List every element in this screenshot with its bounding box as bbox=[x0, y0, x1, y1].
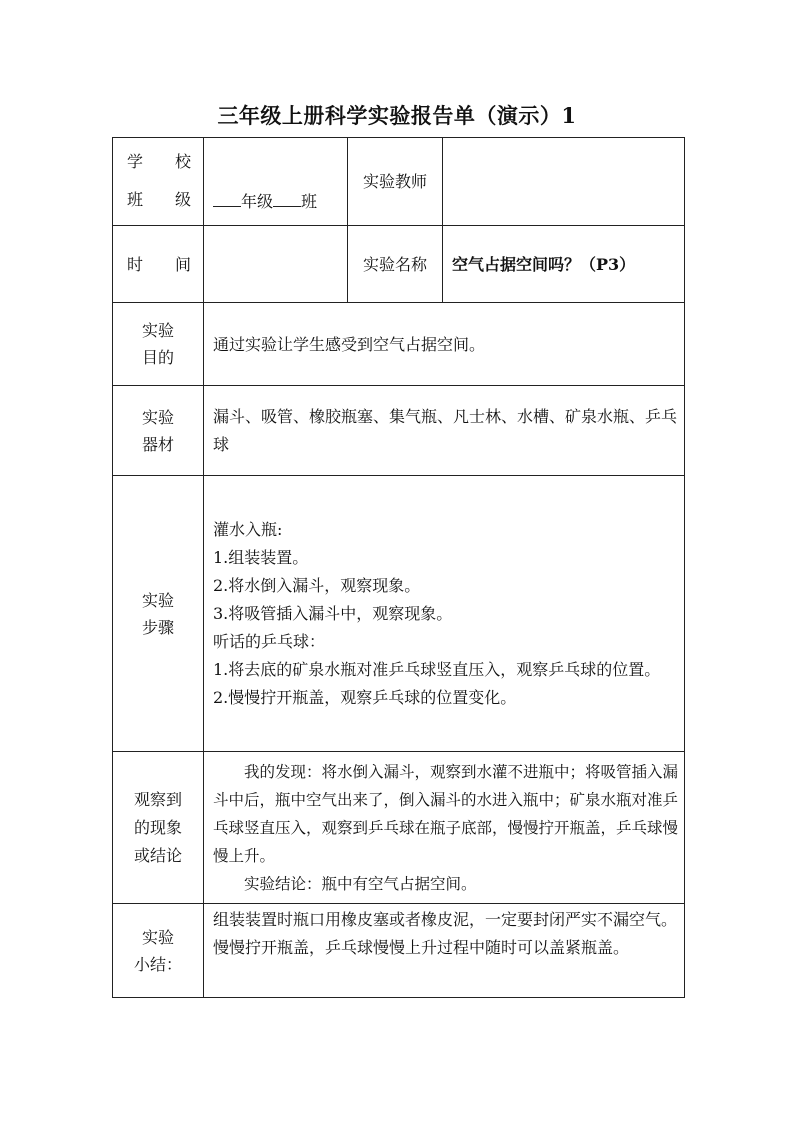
step-line: 灌水入瓶: bbox=[213, 519, 283, 539]
observe-finding: 我的发现：将水倒入漏斗，观察到水灌不进瓶中；将吸管插入漏斗中后，瓶中空气出来了，倒入漏斗的水进入瓶中；矿泉水瓶对准乒乓球竖直压入，观察到乒乓球在瓶子底部，慢慢拧开瓶盖，乒乓球慢慢上升。 bbox=[213, 762, 679, 865]
steps-label-line2: 步骤 bbox=[141, 617, 174, 637]
materials-label-line2: 器材 bbox=[141, 434, 174, 454]
steps-row bbox=[113, 476, 685, 752]
teacher-value[interactable] bbox=[443, 138, 685, 226]
grade-blank[interactable] bbox=[213, 190, 241, 207]
materials-label-cell bbox=[113, 386, 204, 476]
step-line: 听话的乒乓球： bbox=[213, 631, 326, 651]
time-row bbox=[113, 226, 685, 303]
step-line: 3.将吸管插入漏斗中，观察现象。 bbox=[213, 603, 453, 623]
school-class-label-cell bbox=[113, 138, 204, 226]
class-text: 班 bbox=[301, 192, 318, 211]
summary-label-line2: 小结： bbox=[133, 954, 182, 974]
purpose-row bbox=[113, 303, 685, 386]
step-line: 2.将水倒入漏斗，观察现象。 bbox=[213, 575, 421, 595]
summary-value: 组装装置时瓶口用橡皮塞或者橡皮泥，一定要封闭严实不漏空气。慢慢拧开瓶盖，乒乓球慢慢上升过程中随时可以盖紧瓶盖。 bbox=[204, 904, 685, 998]
observe-label-line3: 或结论 bbox=[133, 845, 182, 865]
observe-conclusion: 实验结论：瓶中有空气占据空间。 bbox=[244, 874, 477, 893]
summary-row bbox=[113, 904, 685, 998]
purpose-value: 通过实验让学生感受到空气占据空间。 bbox=[204, 303, 685, 386]
experiment-name-label: 实验名称 bbox=[348, 226, 443, 303]
observe-label-cell bbox=[113, 752, 204, 904]
steps-cell bbox=[204, 476, 685, 752]
report-table bbox=[112, 137, 685, 998]
summary-label-line1: 实验 bbox=[141, 927, 174, 947]
step-line: 1.组装装置。 bbox=[213, 547, 309, 567]
step-line: 2.慢慢拧开瓶盖，观察乒乓球的位置变化。 bbox=[213, 687, 517, 707]
observe-label-line2: 的现象 bbox=[133, 817, 182, 837]
step-line: 1.将去底的矿泉水瓶对准乒乓球竖直压入，观察乒乓球的位置。 bbox=[213, 659, 661, 679]
observe-label-line1: 观察到 bbox=[133, 789, 182, 809]
materials-label-line1: 实验 bbox=[141, 407, 174, 427]
steps-label-cell bbox=[113, 476, 204, 752]
class-blank[interactable] bbox=[273, 190, 301, 207]
purpose-label-cell bbox=[113, 303, 204, 386]
observe-row bbox=[113, 752, 685, 904]
steps-list bbox=[213, 516, 678, 712]
page-title: 三年级上册科学实验报告单（演示）1 bbox=[217, 103, 577, 128]
steps-label-line1: 实验 bbox=[141, 590, 174, 610]
materials-row bbox=[113, 386, 685, 476]
time-label: 时 间 bbox=[113, 226, 204, 303]
observe-cell bbox=[204, 752, 685, 904]
teacher-label: 实验教师 bbox=[348, 138, 443, 226]
school-class-row bbox=[113, 138, 685, 226]
class-value-cell[interactable] bbox=[204, 138, 348, 226]
grade-text: 年级 bbox=[241, 192, 274, 211]
experiment-name-value: 空气占据空间吗？（P3） bbox=[443, 226, 685, 303]
purpose-label-line1: 实验 bbox=[141, 321, 174, 340]
school-label: 学 校 bbox=[127, 152, 192, 171]
purpose-label-line2: 目的 bbox=[141, 348, 174, 367]
summary-label-cell bbox=[113, 904, 204, 998]
time-value[interactable] bbox=[204, 226, 348, 303]
materials-value: 漏斗、吸管、橡胶瓶塞、集气瓶、凡士林、水槽、矿泉水瓶、乒乓球 bbox=[204, 386, 685, 476]
class-label: 班 级 bbox=[127, 190, 192, 209]
